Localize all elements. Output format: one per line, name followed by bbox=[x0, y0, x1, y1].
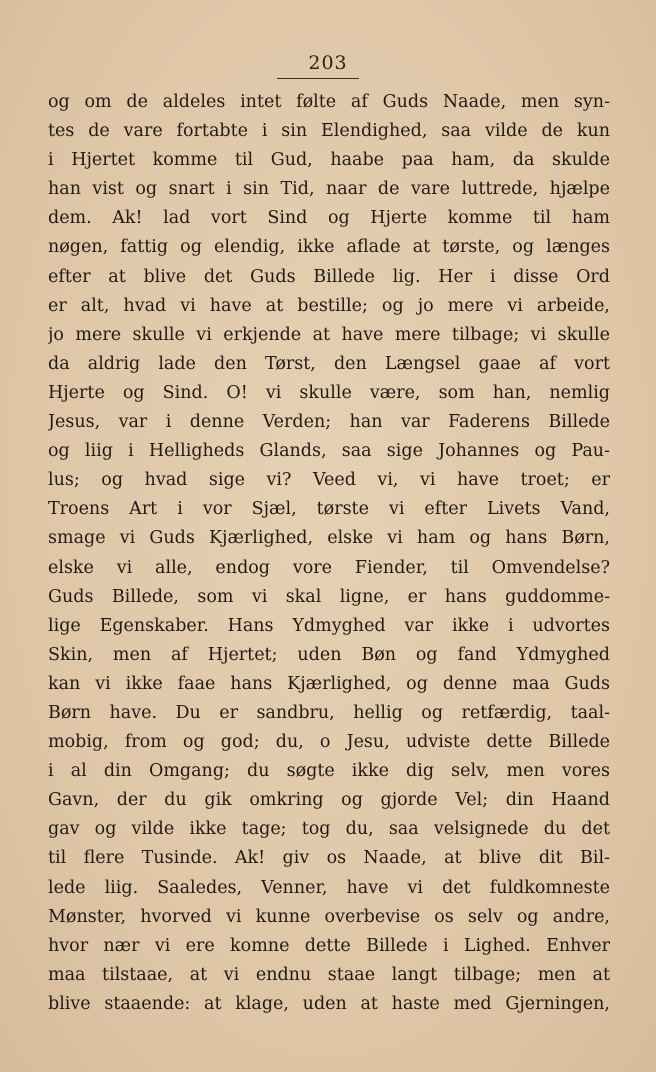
text-line: mobig, from og god; du, o Jesu, udviste dette Billede bbox=[48, 732, 610, 753]
header-rule bbox=[277, 78, 359, 79]
text-line: lige Egenskaber. Hans Ydmyghed var ikke i udvortes bbox=[48, 615, 610, 636]
text-line: Hjerte og Sind. O! vi skulle være, som han, nemlig bbox=[48, 382, 610, 403]
text-line: og om de aldeles intet følte af Guds Naade, men syn- bbox=[48, 92, 610, 112]
text-line: tes de vare fortabte i sin Elendighed, saa vilde de kun bbox=[48, 121, 610, 142]
text-line: blive staaende: at klage, uden at haste med Gjerningen, bbox=[48, 993, 610, 1014]
text-line: han vist og snart i sin Tid, naar de vare luttrede, hjælpe bbox=[48, 179, 610, 200]
text-line: til flere Tusinde. Ak! giv os Naade, at blive dit Bil- bbox=[48, 848, 610, 869]
text-line: Mønster, hvorved vi kunne overbevise os selv og andre, bbox=[48, 906, 610, 927]
text-line: Skin, men af Hjertet; uden Bøn og fand Ydmyghed bbox=[48, 644, 610, 665]
text-line: maa tilstaae, at vi endnu staae langt tilbage; men at bbox=[48, 964, 610, 985]
text-line: Jesus, var i denne Verden; han var Faderens Billede bbox=[48, 412, 610, 433]
text-line: dem. Ak! lad vort Sind og Hjerte komme til ham bbox=[48, 208, 610, 229]
text-line: da aldrig lade den Tørst, den Længsel gaae af vort bbox=[48, 353, 610, 374]
text-line: smage vi Guds Kjærlighed, elske vi ham og hans Børn, bbox=[48, 528, 610, 549]
text-line: og liig i Helligheds Glands, saa sige Johannes og Pau- bbox=[48, 441, 610, 462]
text-line: jo mere skulle vi erkjende at have mere tilbage; vi skulle bbox=[48, 324, 610, 345]
text-line: Gavn, der du gik omkring og gjorde Vel; din Haand bbox=[48, 790, 610, 811]
text-line: Guds Billede, som vi skal ligne, er hans guddomme- bbox=[48, 586, 610, 607]
text-line: Børn have. Du er sandbru, hellig og retfærdig, taal- bbox=[48, 702, 610, 723]
text-line: kan vi ikke faae hans Kjærlighed, og denne maa Guds bbox=[48, 673, 610, 694]
text-line: elske vi alle, endog vore Fiender, til Omvendelse? bbox=[48, 557, 610, 578]
text-line: er alt, hvad vi have at bestille; og jo mere vi arbeide, bbox=[48, 295, 610, 316]
text-line: i al din Omgang; du søgte ikke dig selv, men vores bbox=[48, 761, 610, 782]
text-line: efter at blive det Guds Billede lig. Her i disse Ord bbox=[48, 266, 610, 287]
page-number: 203 bbox=[308, 52, 348, 74]
text-line: nøgen, fattig og elendig, ikke aflade at tørste, og længes bbox=[48, 237, 610, 258]
text-line: gav og vilde ikke tage; tog du, saa velsignede du det bbox=[48, 819, 610, 840]
text-line: lede liig. Saaledes, Venner, have vi det fuldkomneste bbox=[48, 877, 610, 898]
text-line: i Hjertet komme til Gud, haabe paa ham, da skulde bbox=[48, 150, 610, 171]
text-line: lus; og hvad sige vi? Veed vi, vi have troet; er bbox=[48, 470, 610, 491]
body-text bbox=[48, 88, 610, 1019]
text-line: hvor nær vi ere komne dette Billede i Lighed. Enhver bbox=[48, 935, 610, 956]
text-line: Troens Art i vor Sjæl, tørste vi efter Livets Vand, bbox=[48, 499, 610, 520]
